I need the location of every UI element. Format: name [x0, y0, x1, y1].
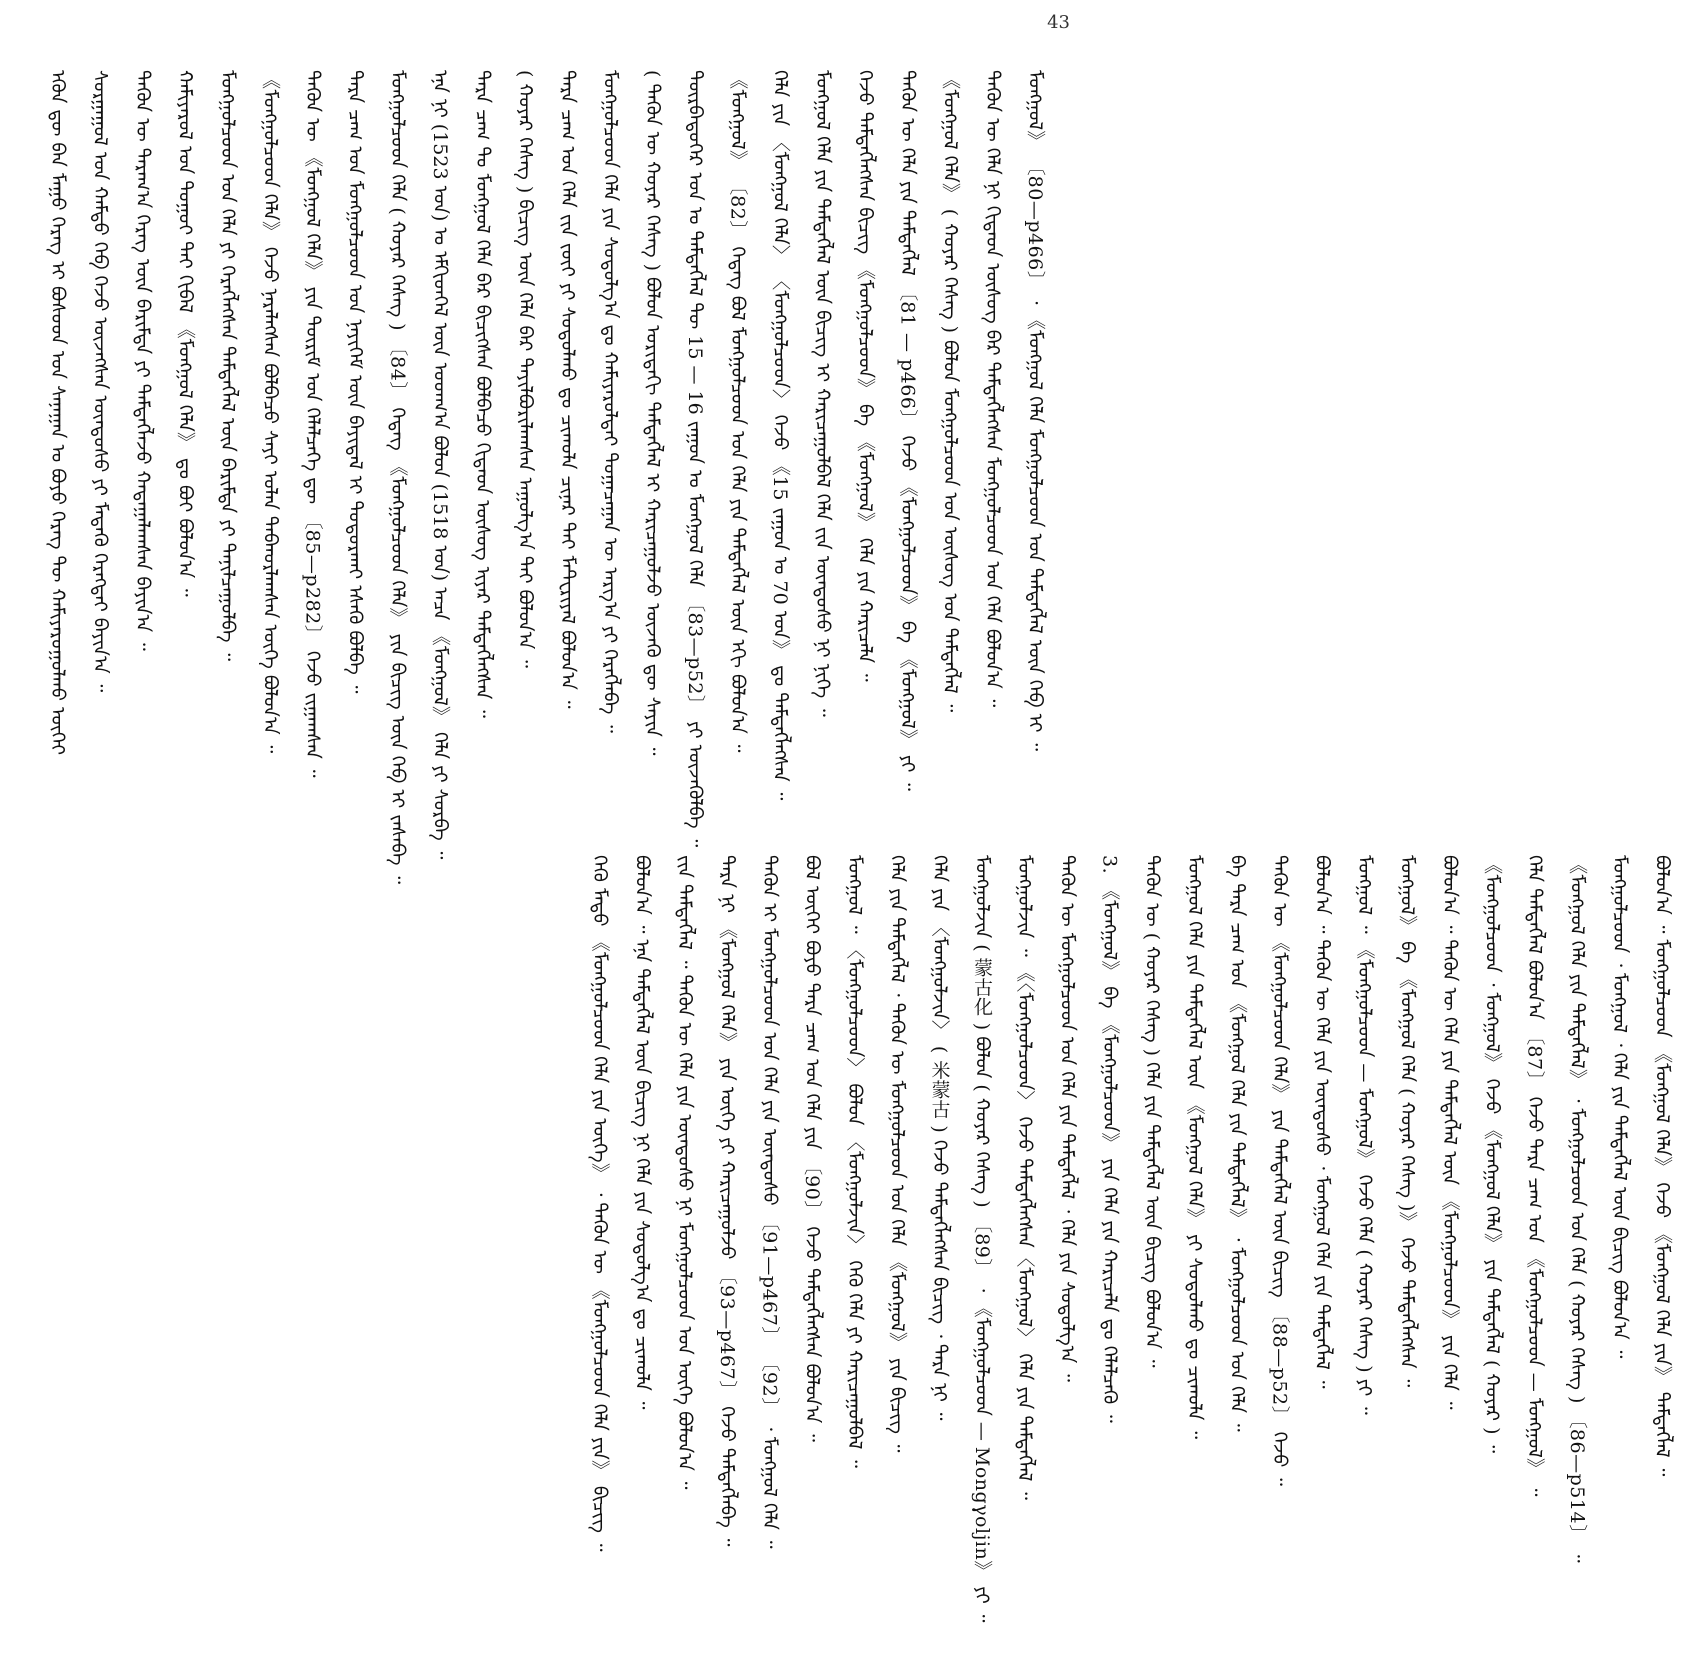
text-column: 《ᠮᠣᠩᠭᠣᠯᠴᠤᠳ ᠂ ᠮᠣᠩᠭᠣᠯ》 ᠭᠡᠵᠦ 《ᠮᠣᠩᠭᠣᠯ ᠬᠡᠯᠡ》 ᠶᠢᠨ ᠲᠡᠮᠳᠡᠭᠯᠡᠯ ( ᠬᠣᠶᠠᠷ ) ᠃	[1481, 855, 1503, 1454]
text-column: 《ᠮᠣᠩᠭᠣᠯ》 〔82〕 ᠭᠡᠳᠡᠭ ᠪᠤᠯ ᠮᠣᠩᠭᠣᠯᠴᠤᠳ ᠤᠨ ᠬᠡᠯᠡ ᠶᠢᠨ ᠲᠡᠮᠳᠡᠭᠯᠡᠯ ᠦᠨ ᠡᠬᠢ ᠪᠣᠯᠤᠨ᠎ᠠ ᠃	[726, 70, 749, 753]
text-column: ᠡᠨᠡ ᠨᠢ (1523 ᠣᠨ) ᠤ ᠡᠮᠬᠢᠳᠬᠡᠯ ᠦᠨ ᠤᠳᠬ᠎ᠠ ᠪᠣᠯᠤᠨ (1518 ᠣᠨ) ᠠᠴᠠ 《ᠮᠣᠩᠭᠣᠯ》 ᠬᠡᠯᠡ ᠶᠢ ᠰᠤᠷᠪᠠ ᠃	[429, 70, 451, 860]
text-column: ᠲᠡᠭᠦᠨ ᠦ ( ᠬᠣᠶᠠᠷ ᠬᠡᠰᠡᠭ ) ᠬᠡᠯᠡ ᠶᠢᠨ ᠲᠡᠮᠳᠡᠭᠯᠡᠯ ᠦᠨ ᠪᠢᠴᠢᠭ ᠪᠣᠯᠤᠨ᠎ᠠ ᠃	[1141, 855, 1163, 1368]
text-column: ᠬᠠᠮᠢᠶᠠᠷᠤᠯ ᠤᠨ ᠳᠤᠭᠤᠢ ᠲᠠᠢ ᠬᠢᠪᠡᠯ 《ᠮᠣᠩᠭᠣᠯ ᠬᠡᠯᠡ》 ᠳᠤ ᠪᠤᠢ ᠪᠣᠯᠤᠨ᠎ᠠ ᠃	[174, 70, 196, 597]
text-column: ᠪᠣᠯ ᠦᠭᠡᠢ ᠪᠤᠶᠤ ᠲᠡᠷᠡ ᠴᠠᠭ ᠤᠨ ᠬᠡᠯᠡ ᠶᠢᠨ 〔90〕 ᠭᠡᠵᠦ ᠲᠡᠮᠳᠡᠭᠯᠡᠭᠰᠡᠨ ᠪᠣᠯᠤᠨ᠎ᠠ ᠃	[801, 855, 823, 1442]
text-column: ᠡᠭᠦᠨ ᠳᠦ ᠪᠡᠨ ᠮᠠᠭᠤ ᠬᠡᠷᠡᠭ ᠢ ᠪᠤᠰᠤᠳ ᠤᠨ ᠰᠠᠨᠠᠭᠠᠨ ᠤ ᠪᠤᠶᠤ ᠬᠡᠷᠡᠭ ᠲᠦ ᠬᠠᠮᠢᠶᠠᠷᠤᠭᠤᠯᠬᠤ ᠦᠭᠡᠢ	[46, 70, 69, 755]
text-column: ( ᠬᠣᠶᠠᠷ ᠬᠡᠰᠡᠭ ) ᠪᠢᠴᠢᠭ ᠦᠨ ᠬᠡᠯᠡ ᠪᠠᠷ ᠲᠠᠶᠢᠯᠪᠤᠷᠢᠯᠠᠭᠰᠠᠨ ᠠᠭᠤᠯᠭ᠎ᠠ ᠲᠠᠢ ᠪᠣᠯᠤᠨ᠎ᠠ ᠃	[514, 70, 536, 668]
text-column: ᠪᠠ ᠲᠡᠷᠡ ᠴᠠᠭ ᠤᠨ 《ᠮᠣᠩᠭᠣᠯ ᠬᠡᠯᠡ ᠶᠢᠨ ᠲᠡᠮᠳᠡᠭᠯᠡᠯ》 ᠂ ᠮᠣᠩᠭᠣᠯᠴᠤᠳ ᠤᠨ ᠬᠡᠯᠡ ᠃	[1226, 855, 1248, 1432]
text-column: 《ᠮᠣᠩᠭᠣᠯᠴᠤᠳ ᠬᠡᠯᠡ》 ᠭᠡᠵᠦ ᠨᠡᠷᠡᠯᠡᠭᠰᠡᠨ ᠪᠣᠯᠪᠠᠴᠤ ᠰᠠᠶᠢ ᠤᠯᠠᠨ ᠳᠠᠪᠬᠤᠷᠯᠠᠭᠰᠠᠨ ᠦᠭᠡ ᠪᠣᠯᠤᠨ᠎ᠠ ᠃	[259, 70, 281, 754]
text-column: ᠮᠣᠩᠭᠣᠯ ᠬᠡᠯᠡ ᠶᠢᠨ ᠲᠡᠮᠳᠡᠭᠯᠡᠯ ᠦᠨ 《ᠮᠣᠩᠭᠣᠯ ᠬᠡᠯᠡ》 ᠶᠢ ᠰᠤᠳᠤᠯᠬᠤ ᠳᠤ ᠴᠢᠬᠤᠯᠠ ᠃	[1183, 855, 1206, 1440]
text-column: ᠲᠡᠭᠦᠨ ᠦ ᠳᠠᠷᠠᠭ᠎ᠠ ᠬᠡᠷᠡᠭ ᠦᠨ ᠪᠠᠷᠢᠮᠲᠠ ᠶᠢ ᠲᠡᠮᠳᠡᠭᠯᠡᠵᠦ ᠬᠠᠳᠠᠭᠠᠯᠠᠭᠰᠠᠨ ᠪᠠᠶᠢᠨ᠎ᠠ ᠃	[131, 70, 154, 651]
text-column: ᠲᠡᠷᠡ ᠨᠢ 《ᠮᠣᠩᠭᠣᠯ ᠬᠡᠯᠡ》 ᠶᠢᠨ ᠦᠭᠡ ᠶᠢ ᠬᠠᠷᠢᠴᠠᠭᠤᠯᠵᠤ 〔93—p467〕 ᠭᠡᠵᠦ ᠲᠡᠮᠳᠡᠭᠯᠡᠪᠡ ᠃	[716, 855, 738, 1547]
text-column: ᠪᠣᠯᠤᠨ᠎ᠠ ᠃ ᠮᠣᠩᠭᠣᠯᠴᠤᠳ 《ᠮᠣᠩᠭᠣᠯ ᠬᠡᠯᠡ》 ᠭᠡᠵᠦ 《ᠮᠣᠩᠭᠣᠯ ᠬᠡᠯᠡ ᠶᠢᠨ》 ᠲᠡᠮᠳᠡᠭᠯᠡᠯ ᠃	[1651, 855, 1673, 1477]
text-column: ᠲᠡᠭᠦᠨ ᠦ 《ᠮᠣᠩᠭᠣᠯ ᠬᠡᠯᠡ》 ᠶᠢᠨ ᠳᠦᠷᠢᠮ ᠤᠨ ᠬᠡᠯᠡᠯᠴᠡᠭᠡ ᠳᠦ 〔85—p282〕 ᠭᠡᠵᠦ ᠵᠢᠭᠠᠭᠰᠠᠨ ᠃	[301, 70, 324, 778]
text-column: ᠭᠡᠵᠦ ᠲᠡᠮᠳᠡᠭᠯᠡᠭᠰᠡᠨ ᠪᠢᠴᠢᠭ 《ᠮᠣᠩᠭᠣᠯᠴᠤᠳ》 ᠪᠠ 《ᠮᠣᠩᠭᠣᠯ》 ᠬᠡᠯᠡ ᠶᠢᠨ ᠬᠠᠷᠢᠴᠠᠯᠠ ᠃	[854, 70, 876, 682]
text-column: ( ᠲᠡᠭᠦᠨ ᠦ ᠬᠣᠶᠠᠷ ᠬᠡᠰᠡᠭ ) ᠪᠣᠯᠤᠨ ᠤᠷᠢᠳᠠᠬᠢ ᠲᠡᠮᠳᠡᠭᠯᠡᠯ ᠢ ᠬᠠᠷᠢᠴᠠᠭᠤᠯᠵᠤ ᠦᠵᠡᠬᠦ ᠳᠦ ᠰᠠᠶᠢᠨ ᠃	[641, 70, 664, 756]
text-column: ᠪᠣᠯᠤᠨ᠎ᠠ ᠃ ᠲᠡᠭᠦᠨ ᠦ ᠬᠡᠯᠡ ᠶᠢᠨ ᠦᠨᠳᠦᠰᠦ ᠂ ᠮᠣᠩᠭᠣᠯ ᠬᠡᠯᠡ ᠶᠢᠨ ᠲᠡᠮᠳᠡᠭᠯᠡᠯ ᠃	[1311, 855, 1333, 1389]
text-column: ᠮᠣᠩᠭᠣᠯᠴᠤᠳ ᠬᠡᠯᠡ ᠶᠢᠨ ᠰᠤᠳᠤᠯᠭ᠎ᠠ ᠳᠤ ᠬᠠᠮᠢᠶᠠᠷᠤᠯᠲᠠᠢ ᠲᠣᠭᠠᠴᠠᠭᠠᠨ ᠦ ᠠᠷᠭ᠎ᠠ ᠶᠢ ᠬᠡᠷᠡᠭᠯᠡᠪᠡ ᠃	[599, 70, 621, 733]
text-column: ᠪᠣᠯᠤᠨ᠎ᠠ ᠃ ᠲᠡᠭᠦᠨ ᠦ ᠬᠡᠯᠡ ᠶᠢᠨ ᠲᠡᠮᠳᠡᠭᠯᠡᠯ ᠦᠨ 《ᠮᠣᠩᠭᠣᠯᠴᠤᠳ》 ᠶᠢᠨ ᠬᠡᠯᠡ ᠃	[1438, 855, 1461, 1410]
text-column: 《ᠮᠣᠩᠭᠣᠯ ᠬᠡᠯᠡ ᠶᠢᠨ ᠲᠡᠮᠳᠡᠭᠯᠡᠯ》 ᠂ ᠮᠣᠩᠭᠣᠯᠴᠤᠳ ᠤᠨ ᠬᠡᠯᠡ ( ᠬᠣᠶᠠᠷ ᠬᠡᠰᠡᠭ ) 〔86—p514〕 ᠃	[1566, 855, 1588, 1563]
text-column: ᠲᠡᠭᠦᠨ ᠦ ᠬᠡᠯᠡ ᠶᠢᠨ ᠲᠡᠮᠳᠡᠭᠯᠡᠯ 〔81 — p466〕 ᠭᠡᠵᠦ 《ᠮᠣᠩᠭᠣᠯᠴᠤᠳ》 ᠪᠠ 《ᠮᠣᠩᠭᠣᠯ》 ᠶᠢ ᠃	[896, 70, 919, 791]
text-column: ᠮᠣᠩᠭᠣᠯᠴᠤᠳ ᠂ ᠮᠣᠩᠭᠣᠯ ᠂ ᠬᠡᠯᠡ ᠶᠢᠨ ᠲᠡᠮᠳᠡᠭᠯᠡᠯ ᠦᠨ ᠪᠢᠴᠢᠭ ᠪᠣᠯᠤᠨ᠎ᠠ ᠃	[1608, 855, 1631, 1359]
text-column: ᠲᠡᠭᠦᠨ ᠦ ᠮᠣᠩᠭᠣᠯᠴᠤᠳ ᠤᠨ ᠬᠡᠯᠡ ᠶᠢᠨ ᠲᠡᠮᠳᠡᠭᠯᠡᠯ ᠂ ᠬᠡᠯᠡ ᠶᠢᠨ ᠰᠤᠳᠤᠯᠭ᠎ᠠ ᠃	[1056, 855, 1078, 1382]
text-column: ᠰᠤᠷᠭᠠᠭᠤᠯ ᠤᠨ ᠬᠠᠮᠲᠤ ᠬᠡᠪ ᠭᠡᠵᠦ ᠦᠵᠡᠭᠰᠡᠨ ᠦᠨᠳᠦᠰᠦ ᠶᠢ ᠮᠡᠳᠡᠬᠦ ᠬᠡᠷᠡᠭᠲᠡᠢ ᠪᠠᠶᠢᠨ᠎ᠠ ᠃	[89, 70, 111, 693]
text-column: ᠲᠡᠷᠡ ᠴᠠᠭ ᠤᠨ ᠬᠡᠯᠡ ᠵᠢᠨ ᠵᠦᠢ ᠶᠢ ᠰᠤᠳᠤᠯᠬᠤ ᠳᠤ ᠴᠢᠬᠤᠯᠠ ᠴᠢᠨᠠᠷ ᠲᠠᠢ ᠮᠠᠲ᠋ᠸᠷᠢᠶᠠᠯ ᠪᠣᠯᠤᠨ᠎ᠠ ᠃	[556, 70, 579, 709]
text-column: ᠮᠣᠩᠭᠣᠯ》 〔80—p466〕 ᠂ 《ᠮᠣᠩᠭᠣᠯ ᠬᠡᠯᠡ ᠮᠣᠩᠭᠣᠯᠴᠤᠳ ᠤᠨ ᠲᠡᠮᠳᠡᠭᠯᠡᠯ ᠦᠨ ᠬᠡᠪ ᠢ ᠃	[1024, 70, 1046, 751]
text-column: ᠮᠣᠩᠭᠣᠯ ᠃ 〈ᠮᠣᠩᠭᠣᠯᠴᠤᠳ〉 ᠪᠣᠯᠤᠨ 〈ᠮᠣᠩᠭᠣᠯᠵᠢᠨ〉 ᠭᠡᠬᠦ ᠬᠡᠯᠡ ᠶᠢ ᠬᠠᠷᠢᠴᠠᠭᠤᠯᠪᠠᠯ ᠃	[843, 855, 866, 1468]
text-column: ᠲᠡᠭᠦᠨ ᠦ ᠬᠡᠯᠡ ᠨᠢ ᠬᠢᠳᠠᠳ ᠦᠰᠦᠭ ᠪᠠᠷ ᠲᠡᠮᠳᠡᠭᠯᠡᠭᠰᠡᠨ ᠮᠣᠩᠭᠣᠯᠴᠤᠳ ᠤᠨ ᠬᠡᠯᠡ ᠪᠣᠯᠤᠨ᠎ᠠ ᠃	[981, 70, 1004, 708]
text-column: 《ᠮᠣᠩᠭᠣᠯ ᠬᠡᠯᠡ》 ( ᠬᠣᠶᠠᠷ ᠬᠡᠰᠡᠭ ) ᠪᠣᠯᠤᠨ ᠮᠣᠩᠭᠣᠯᠴᠤᠳ ᠤᠨ ᠦᠰᠦᠭ ᠤᠨ ᠲᠡᠮᠳᠡᠭᠯᠡᠯ ᠃	[939, 70, 961, 713]
text-column: ᠲᠡᠷᠡ ᠴᠠᠭ ᠲᠤ ᠮᠣᠩᠭᠣᠯ ᠬᠡᠯᠡ ᠪᠡᠷ ᠪᠢᠴᠢᠭᠰᠡᠨ ᠪᠣᠯᠪᠠᠴᠤ ᠬᠢᠳᠠᠳ ᠦᠰᠦᠭ ᠢᠶᠡᠷ ᠲᠡᠮᠳᠡᠭᠯᠡᠭᠰᠡᠨ ᠃	[471, 70, 494, 718]
text-column: ᠲᠡᠭᠦᠨ ᠢ ᠮᠣᠩᠭᠣᠯᠴᠤᠳ ᠤᠨ ᠬᠡᠯᠡ ᠶᠢᠨ ᠦᠨᠳᠦᠰᠦ 〔91—p467〕 〔92〕 ᠂ ᠮᠣᠩᠭᠣᠯ ᠬᠡᠯᠡ ᠃	[758, 855, 781, 1549]
text-column: ᠵᠢᠨ ᠲᠡᠮᠳᠡᠭᠯᠡᠯ ᠃ ᠲᠡᠭᠦᠨ ᠦ ᠬᠡᠯᠡ ᠶᠢᠨ ᠦᠨᠳᠦᠰᠦ ᠨᠢ ᠮᠣᠩᠭᠣᠯᠴᠤᠳ ᠤᠨ ᠦᠭᠡ ᠪᠣᠯᠤᠨ᠎ᠠ ᠃	[673, 855, 696, 1490]
text-column: ᠳᠦᠷᠪᠡᠳᠦᠭᠡᠷ ᠣᠨ ᠤ ᠲᠡᠮᠳᠡᠭᠯᠡᠯ ᠲᠦ 15 — 16 ᠵᠠᠭᠤᠨ ᠤ ᠮᠣᠩᠭᠣᠯ ᠬᠡᠯᠡ 〔83—p52〕 ᠶᠢ ᠦᠵᠡᠭᠦᠯᠪᠡ ᠃	[684, 70, 706, 848]
text-column: 3. 《ᠮᠣᠩᠭᠣᠯ》 ᠪᠠ 《ᠮᠣᠩᠭᠣᠯᠴᠤᠳ》 ᠶᠢᠨ ᠬᠡᠯᠡ ᠶᠢᠨ ᠬᠠᠷᠢᠴᠠᠯᠠ ᠳᠤ ᠬᠡᠯᠡᠯᠴᠡᠬᠦ ᠃	[1098, 855, 1121, 1423]
text-column: ᠮᠣᠩᠭᠣᠯᠴᠤᠳ ᠬᠡᠯᠡ ( ᠬᠤᠶᠠᠷ ᠬᠡᠰᠡᠭ ) 〔84〕 ᠭᠡᠳᠡᠭ 《ᠮᠣᠩᠭᠣᠯᠴᠤᠳ ᠬᠡᠯᠡ》 ᠶᠢᠨ ᠪᠢᠴᠢᠭ ᠦᠨ ᠬᠡᠪ ᠢ ᠵᠠᠰᠠᠪᠠ ᠃	[386, 70, 409, 885]
text-column: ᠮᠣᠩᠭᠣᠯᠴᠤᠳ ᠤᠨ ᠬᠡᠯᠡ ᠶᠢ ᠬᠡᠷᠡᠭᠯᠡᠭᠰᠡᠨ ᠲᠡᠮᠳᠡᠭᠯᠡᠯ ᠦᠨ ᠪᠠᠷᠢᠮᠲᠠ ᠶᠢ ᠲᠠᠨᠢᠯᠴᠠᠭᠤᠯᠪᠠ ᠃	[216, 70, 239, 662]
text-column: ᠬᠡᠯᠡ ᠶᠢᠨ 〈ᠮᠣᠩᠭᠣᠯᠵᠢᠨ〉 ( 米蒙古 ) ᠭᠡᠵᠦ ᠲᠡᠮᠳᠡᠭᠯᠡᠭᠰᠡᠨ ᠪᠢᠴᠢᠭ ᠂ ᠲᠡᠷᠡ ᠨᠢ ᠃	[928, 855, 951, 1421]
text-column: ᠮᠣᠩᠭᠣᠯ ᠃ 《ᠮᠣᠩᠭᠣᠯᠴᠤᠳ — ᠮᠣᠩᠭᠣᠯ》 ᠭᠡᠵᠦ ᠬᠡᠯᠡ ( ᠬᠣᠶᠠᠷ ᠬᠡᠰᠡᠭ ) ᠶᠢ ᠃	[1353, 855, 1376, 1415]
text-column: ᠮᠣᠩᠭᠣᠯ》 ᠪᠠ 《ᠮᠣᠩᠭᠣᠯ ᠬᠡᠯᠡ ( ᠬᠣᠶᠠᠷ ᠬᠡᠰᠡᠭ )》 ᠭᠡᠵᠦ ᠲᠡᠮᠳᠡᠭᠯᠡᠭᠰᠡᠨ ᠃	[1396, 855, 1418, 1388]
text-block-lower	[578, 855, 1673, 1652]
text-column: ᠬᠡᠯᠡ ᠲᠡᠮᠳᠡᠭᠯᠡᠯ ᠪᠣᠯᠤᠨ᠎ᠠ 〔87〕 ᠭᠡᠵᠦ ᠲᠡᠷᠡ ᠴᠠᠭ ᠤᠨ 《ᠮᠣᠩᠭᠣᠯᠴᠤᠳ — ᠮᠣᠩᠭᠣᠯ》 ᠃	[1523, 855, 1546, 1497]
text-column: ᠲᠡᠭᠦᠨ ᠦ 《ᠮᠣᠩᠭᠣᠯᠴᠤᠳ ᠬᠡᠯᠡ》 ᠶᠢᠨ ᠲᠡᠮᠳᠡᠭᠯᠡᠯ ᠦᠨ ᠪᠢᠴᠢᠭ 〔88—p52〕 ᠭᠡᠵᠦ ᠃	[1268, 855, 1291, 1486]
text-column: ᠲᠡᠷᠡ ᠴᠠᠭ ᠤᠨ ᠮᠣᠩᠭᠣᠯᠴᠤᠳ ᠤᠨ ᠨᠡᠶᠢᠭᠡᠮ ᠦᠨ ᠪᠠᠶᠢᠳᠠᠯ ᠢ ᠲᠣᠳᠤᠷᠬᠠᠢ ᠡᠰᠡᠬᠦ ᠪᠣᠯᠪᠠ ᠃	[344, 70, 366, 694]
text-column: ᠬᠡᠯᠡ ᠶᠢᠨ ᠲᠡᠮᠳᠡᠭᠯᠡᠯ ᠂ ᠲᠡᠭᠦᠨ ᠦ ᠮᠣᠩᠭᠣᠯᠴᠤᠳ ᠤᠨ ᠬᠡᠯᠡ 《ᠮᠣᠩᠭᠣᠯ》 ᠶᠢᠨ ᠪᠢᠴᠢᠭ ᠃	[886, 855, 908, 1453]
text-column: ᠮᠣᠩᠭᠣᠯᠵᠢᠨ ᠃ 《〈ᠮᠣᠩᠭᠣᠯᠴᠤᠳ〉 ᠭᠡᠵᠦ ᠲᠡᠮᠳᠡᠭᠯᠡᠭᠰᠡᠨ〈ᠮᠣᠩᠭᠣᠯ〉 ᠬᠡᠯᠡ ᠶᠢᠨ ᠲᠡᠮᠳᠡᠭᠯᠡᠯ ᠃	[1013, 855, 1036, 1500]
text-column: ᠪᠣᠯᠤᠨ᠎ᠠ ᠃ ᠡᠨᠡ ᠲᠡᠮᠳᠡᠭᠯᠡᠯ ᠦᠨ ᠪᠢᠴᠢᠭ ᠨᠢ ᠬᠡᠯᠡ ᠶᠢᠨ ᠰᠤᠳᠤᠯᠭ᠎ᠠ ᠳᠤ ᠴᠢᠬᠤᠯᠠ ᠃	[631, 855, 653, 1410]
text-column: ᠭᠡᠬᠦ ᠮᠡᠲᠦ 《ᠮᠣᠩᠭᠣᠯᠴᠤᠳ ᠬᠡᠯᠡ ᠶᠢᠨ ᠦᠭᠡ》 ᠂ ᠲᠡᠭᠦᠨ ᠦ 《ᠮᠣᠩᠭᠣᠯᠴᠤᠳ ᠬᠡᠯᠡ ᠶᠢᠨ》 ᠪᠢᠴᠢᠭ ᠃	[588, 855, 611, 1552]
page-number: 43	[1047, 12, 1070, 33]
text-column: ᠬᠡᠯᠡ ᠶᠢᠨ 〈ᠮᠣᠩᠭᠣᠯ ᠬᠡᠯᠡ〉 〈ᠮᠣᠩᠭᠣᠯᠴᠤᠳ〉 ᠭᠡᠵᠦ 《15 ᠵᠠᠭᠤᠨ ᠤ 70 ᠣᠨ》 ᠳᠤ ᠲᠡᠮᠳᠡᠭᠯᠡᠭᠰᠡᠨ ᠃	[769, 70, 791, 801]
text-column: ᠮᠣᠩᠭᠣᠯ ᠬᠡᠯᠡ ᠶᠢᠨ ᠲᠡᠮᠳᠡᠭᠯᠡᠯ ᠦᠨ ᠪᠢᠴᠢᠭ ᠢ ᠬᠠᠷᠢᠴᠠᠭᠤᠯᠪᠠᠯ ᠬᠡᠯᠡ ᠵᠢᠨ ᠦᠨᠳᠦᠰᠦ ᠨᠢ ᠨᠢᠭᠡ ᠃	[811, 70, 834, 717]
text-column: ᠮᠣᠩᠭᠣᠯᠵᠢᠨ ( 蒙古化 ) ᠪᠣᠯᠤᠨ ( ᠬᠤᠶᠠᠷ ᠬᠡᠰᠡᠭ ) 〔89〕 ᠂ 《ᠮᠣᠩᠭᠣᠯᠴᠤᠳ — Mongγoljin》 ᠶᠢ ᠃	[971, 855, 993, 1623]
